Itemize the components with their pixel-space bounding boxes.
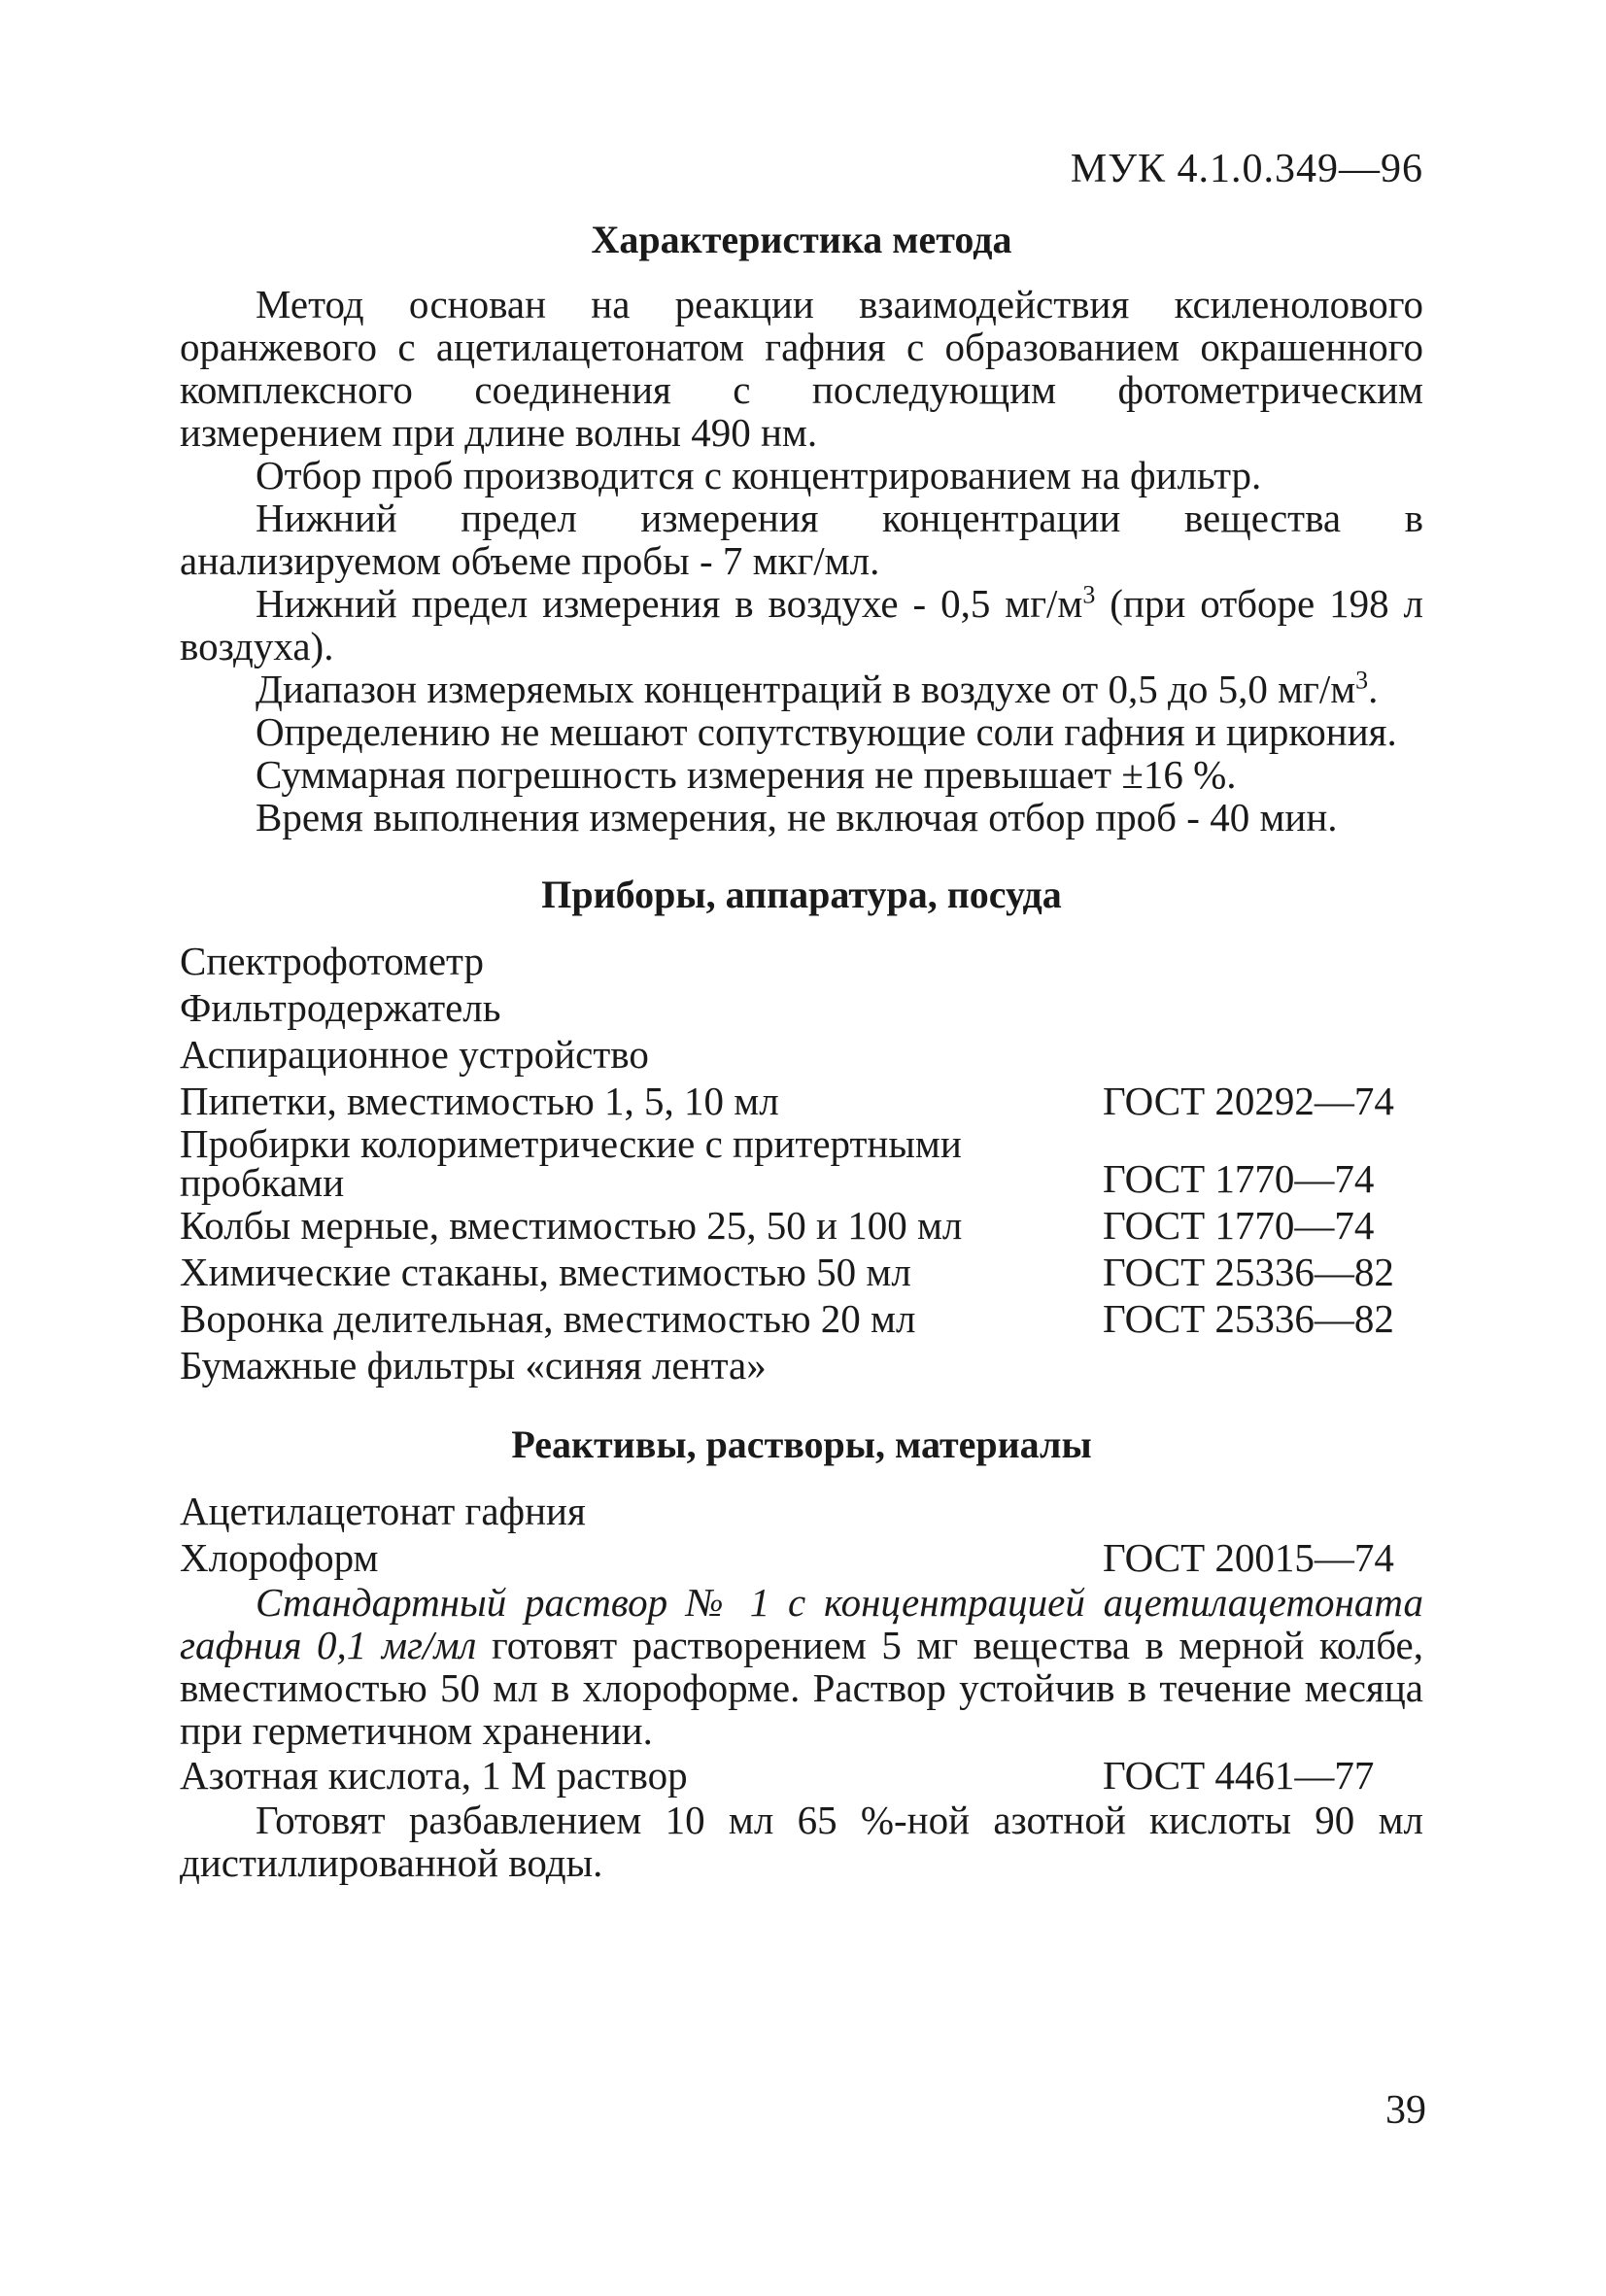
paragraph-method-basis: Метод основан на реакции взаимодействия ксиленолового оранжевого с ацетилацетонатом гафния с образованием окрашенного комплексного соединения с последующим фотометрическим измерением при длине волны 490 нм. [180, 282, 1423, 455]
paragraph-standard-solution [180, 1581, 1423, 1752]
equipment-name: Колбы мерные, вместимостью 25, 50 и 100 мл [180, 1203, 963, 1248]
equipment-name: Фильтродержатель [180, 985, 501, 1030]
reagent-name: Азотная кислота, 1 М раствор [180, 1753, 688, 1798]
equipment-row [180, 1031, 1423, 1078]
equipment-row [180, 1342, 1423, 1388]
equipment-gost: ГОСТ 20292—74 [1103, 1079, 1394, 1123]
standard-solution-title: Стандартный раствор № 1 с концентрацией ацетилацетоната гафния 0,1 мг/мл [180, 1580, 1423, 1667]
range-text-end: . [1368, 667, 1379, 711]
equipment-name: Химические стаканы, вместимостью 50 мл [180, 1250, 911, 1294]
reagent-row [180, 1752, 1423, 1799]
paragraph-error: Суммарная погрешность измерения не превышает ±16 %. [256, 752, 1237, 797]
section-title-reagents: Реактивы, растворы, материалы [511, 1422, 1092, 1466]
equipment-name: Пипетки, вместимостью 1, 5, 10 мл [180, 1079, 779, 1123]
equipment-row [180, 1249, 1423, 1295]
paragraph-time: Время выполнения измерения, не включая отбор проб - 40 мин. [256, 795, 1338, 840]
air-limit-text: Нижний предел измерения в воздухе - 0,5 мг/м [256, 581, 1083, 626]
equipment-row [180, 938, 1423, 984]
equipment-name: Спектрофотометр [180, 939, 484, 983]
equipment-row [180, 1121, 1423, 1205]
equipment-gost: ГОСТ 1770—74 [1103, 1156, 1375, 1201]
paragraph-sampling: Отбор проб производится с концентрированием на фильтр. [256, 453, 1262, 497]
superscript-3: 3 [1082, 580, 1096, 609]
reagent-row [180, 1534, 1423, 1581]
paragraph-preparation: Готовят разбавлением 10 мл 65 %-ной азотной кислоты 90 мл дистиллированной воды. [180, 1798, 1423, 1885]
equipment-name: Пробирки колориметрические с притертными пробками [180, 1121, 962, 1205]
paragraph-interference: Определению не мешают сопутствующие соли гафния и циркония. [256, 709, 1397, 754]
paragraph-air-limit [180, 582, 1423, 668]
document-code: МУК 4.1.0.349—96 [1070, 147, 1423, 191]
reagent-gost: ГОСТ 20015—74 [1103, 1535, 1394, 1580]
air-limit-text-end: (при отборе 198 л воздуха). [180, 581, 1424, 668]
standard-solution-text: готовят растворением 5 мг вещества в мерной колбе, вместимостью 50 мл в хлороформе. Раствор устойчив в течение месяца при герметичном хранении. [180, 1623, 1423, 1753]
reagent-row [180, 1488, 1423, 1534]
equipment-row [180, 1295, 1423, 1342]
equipment-name: Аспирационное устройство [180, 1032, 649, 1077]
range-text: Диапазон измеряемых концентраций в воздухе от 0,5 до 5,0 мг/м [256, 667, 1356, 711]
section-title-equipment: Приборы, аппаратура, посуда [541, 873, 1062, 916]
page-content [180, 219, 1423, 1884]
equipment-name: Воронка делительная, вместимостью 20 мл [180, 1296, 916, 1341]
equipment-gost: ГОСТ 25336—82 [1103, 1250, 1394, 1294]
paragraph-range [180, 668, 1423, 710]
equipment-row [180, 1078, 1423, 1124]
reagent-name: Ацетилацетонат гафния [180, 1489, 586, 1533]
equipment-gost: ГОСТ 1770—74 [1103, 1203, 1375, 1248]
paragraph-lower-limit: Нижний предел измерения концентрации вещества в анализируемом объеме пробы - 7 мкг/мл. [180, 496, 1423, 583]
equipment-row [180, 1202, 1423, 1249]
equipment-name: Бумажные фильтры «синяя лента» [180, 1343, 767, 1388]
superscript-3: 3 [1355, 666, 1369, 695]
reagent-name: Хлороформ [180, 1535, 379, 1580]
equipment-gost: ГОСТ 25336—82 [1103, 1296, 1394, 1341]
section-title-method: Характеристика метода [591, 218, 1012, 261]
reagent-gost: ГОСТ 4461—77 [1103, 1753, 1375, 1798]
page-number: 39 [1385, 2088, 1426, 2133]
equipment-row [180, 984, 1423, 1031]
